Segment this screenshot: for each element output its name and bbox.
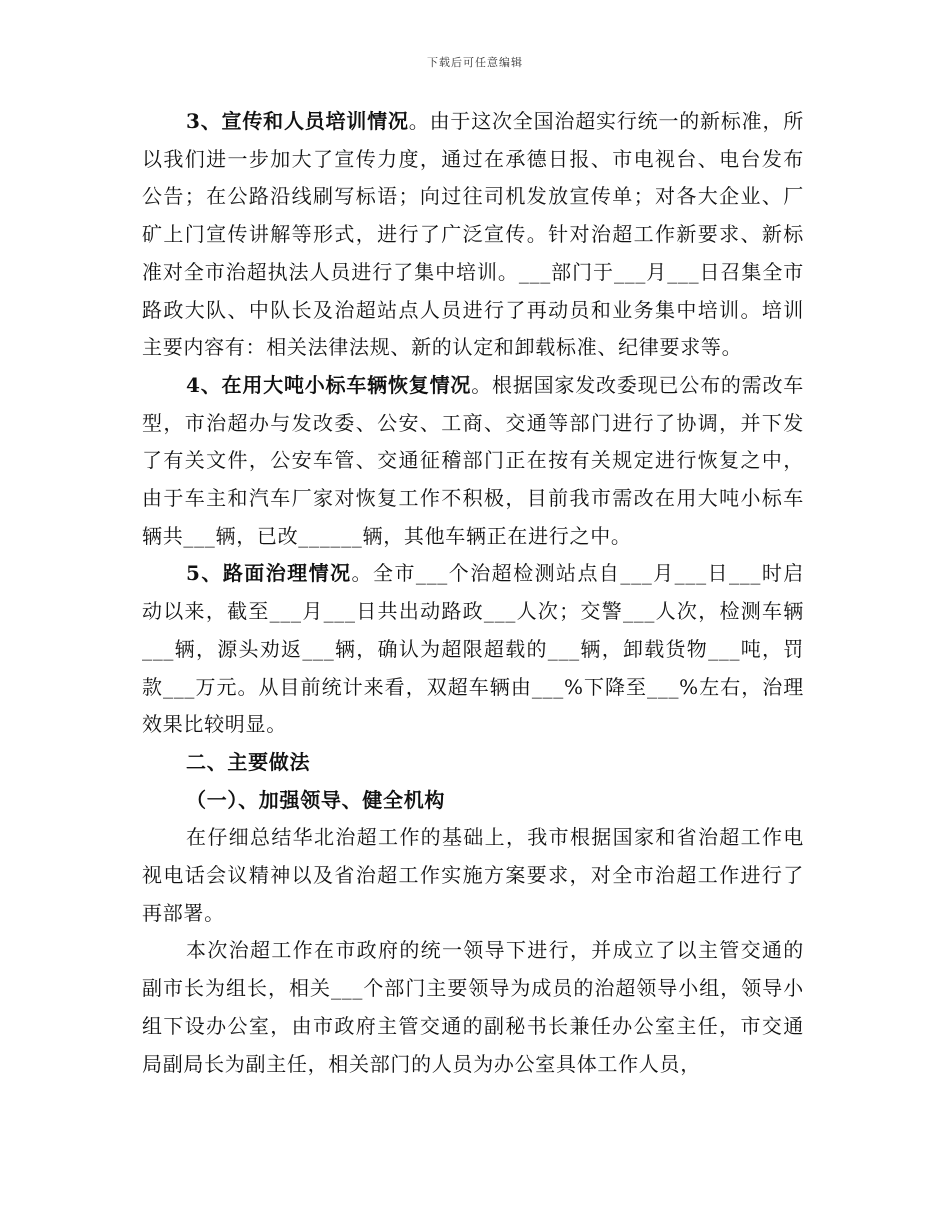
section-3-text: 。由于这次全国治超实行统一的新标准，所以我们进一步加大了宣传力度，通过在承德日报、市电视台、电台发布公告；在公路沿线刷写标语；向过往司机发放宣传单；对各大企业、厂矿上门宣传讲解等形式，进行了广泛宣传。针对治超工作新要求、新标准对全市治超执法人员进行了集中培训。___部门于___月___日召集全市路政大队、中队长及治超站点人员进行了再动员和业务集中培训。培训主要内容有：相关法律法规、新的认定和卸载标准、纪律要求等。 [142, 109, 804, 360]
section-4-paragraph [142, 367, 804, 556]
section-5-text: 。全市___个治超检测站点自___月___日___时启动以来，截至___月___日共出动路政___人次；交警___人次，检测车辆___辆，源头劝返___辆，确认为超限超载的___辆，卸载货物___吨，罚款___万元。从目前统计来看，双超车辆由___%下降至___%左右，治理效果比较明显。 [142, 561, 804, 737]
section-5-paragraph [142, 555, 804, 744]
main-approaches-heading: 二、主要做法 [186, 749, 311, 774]
document-body [142, 103, 804, 1083]
page-header: 下载后可任意编辑 [427, 56, 523, 69]
paragraph-deployment: 在仔细总结华北治超工作的基础上，我市根据国家和省治超工作电视电话会议精神以及省治超工作实施方案要求，对全市治超工作进行了再部署。 [142, 825, 804, 925]
paragraph-organization: 本次治超工作在市政府的统一领导下进行，并成立了以主管交通的副市长为组长，相关___个部门主要领导为成员的治超领导小组，领导小组下设办公室，由市政府主管交通的副秘书长兼任办公室主任，市交通局副局长为副主任，相关部门的人员为办公室具体工作人员， [142, 938, 804, 1076]
section-4-heading: 4、在用大吨小标车辆恢复情况 [186, 372, 472, 397]
subsection-1-heading: （一）、加强领导、健全机构 [186, 787, 446, 812]
section-3-heading: 3、宣传和人员培训情况 [186, 109, 409, 133]
section-3-paragraph [142, 103, 804, 367]
section-5-heading: 5、路面治理情况 [186, 561, 352, 586]
section-4-text: 。根据国家发改委现已公布的需改车型，市治超办与发改委、公安、工商、交通等部门进行了协调，并下发了有关文件，公安车管、交通征稽部门正在按有关规定进行恢复之中，由于车主和汽车厂家对恢复工作不积极，目前我市需改在用大吨小标车辆共___辆，已改______辆，其他车辆正在进行之中。 [142, 372, 804, 548]
